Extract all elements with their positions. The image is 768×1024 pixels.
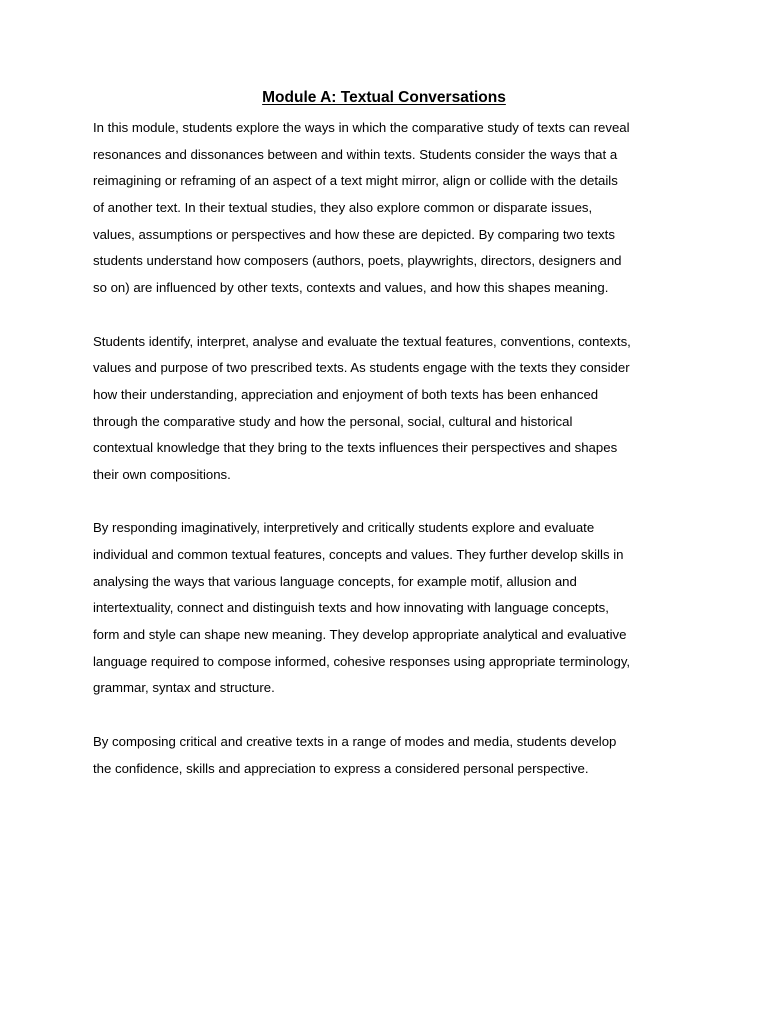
paragraph-line: language required to compose informed, cohesive responses using appropriate terminology,: [93, 653, 631, 669]
paragraph-line: of another text. In their textual studies, they also explore common or disparate issues,: [93, 200, 593, 216]
paragraph-line: grammar, syntax and structure.: [93, 680, 275, 696]
paragraph-line: their own compositions.: [93, 466, 231, 482]
paragraph-line: intertextuality, connect and distinguish texts and how innovating with language concepts,: [93, 600, 609, 616]
paragraph-line: By composing critical and creative texts in a range of modes and media, students develop: [93, 733, 617, 749]
paragraph-line: how their understanding, appreciation and enjoyment of both texts has been enhanced: [93, 386, 599, 402]
paragraph-line: analysing the ways that various language concepts, for example motif, allusion and: [93, 573, 577, 589]
paragraph-1: [93, 115, 683, 302]
paragraph-line: Students identify, interpret, analyse and evaluate the textual features, conventions, contexts,: [93, 333, 631, 349]
paragraph-line: form and style can shape new meaning. They develop appropriate analytical and evaluative: [93, 627, 627, 643]
paragraph-line: In this module, students explore the ways in which the comparative study of texts can reveal: [93, 120, 630, 135]
document-title: Module A: Textual Conversations: [262, 89, 506, 106]
paragraph-line: through the comparative study and how the personal, social, cultural and historical: [93, 413, 573, 429]
paragraph-2: [93, 329, 683, 489]
paragraph-line: resonances and dissonances between and within texts. Students consider the ways that a: [93, 146, 618, 162]
paragraph-line: By responding imaginatively, interpretively and critically students explore and evaluate: [93, 520, 595, 536]
paragraph-line: values, assumptions or perspectives and how these are depicted. By comparing two texts: [93, 226, 615, 242]
paragraph-line: reimagining or reframing of an aspect of a text might mirror, align or collide with the details: [93, 173, 618, 189]
paragraph-line: so on) are influenced by other texts, contexts and values, and how this shapes meaning.: [93, 280, 609, 296]
paragraph-3: [93, 515, 683, 702]
document-body: [93, 115, 683, 809]
paragraph-line: students understand how composers (authors, poets, playwrights, directors, designers and: [93, 253, 622, 269]
paragraph-line: individual and common textual features, concepts and values. They further develop skills in: [93, 547, 624, 562]
paragraph-4: [93, 729, 683, 782]
paragraph-line: values and purpose of two prescribed texts. As students engage with the texts they consider: [93, 360, 630, 376]
paragraph-line: contextual knowledge that they bring to the texts influences their perspectives and shapes: [93, 440, 618, 456]
paragraph-line: the confidence, skills and appreciation to express a considered personal perspective.: [93, 760, 589, 776]
